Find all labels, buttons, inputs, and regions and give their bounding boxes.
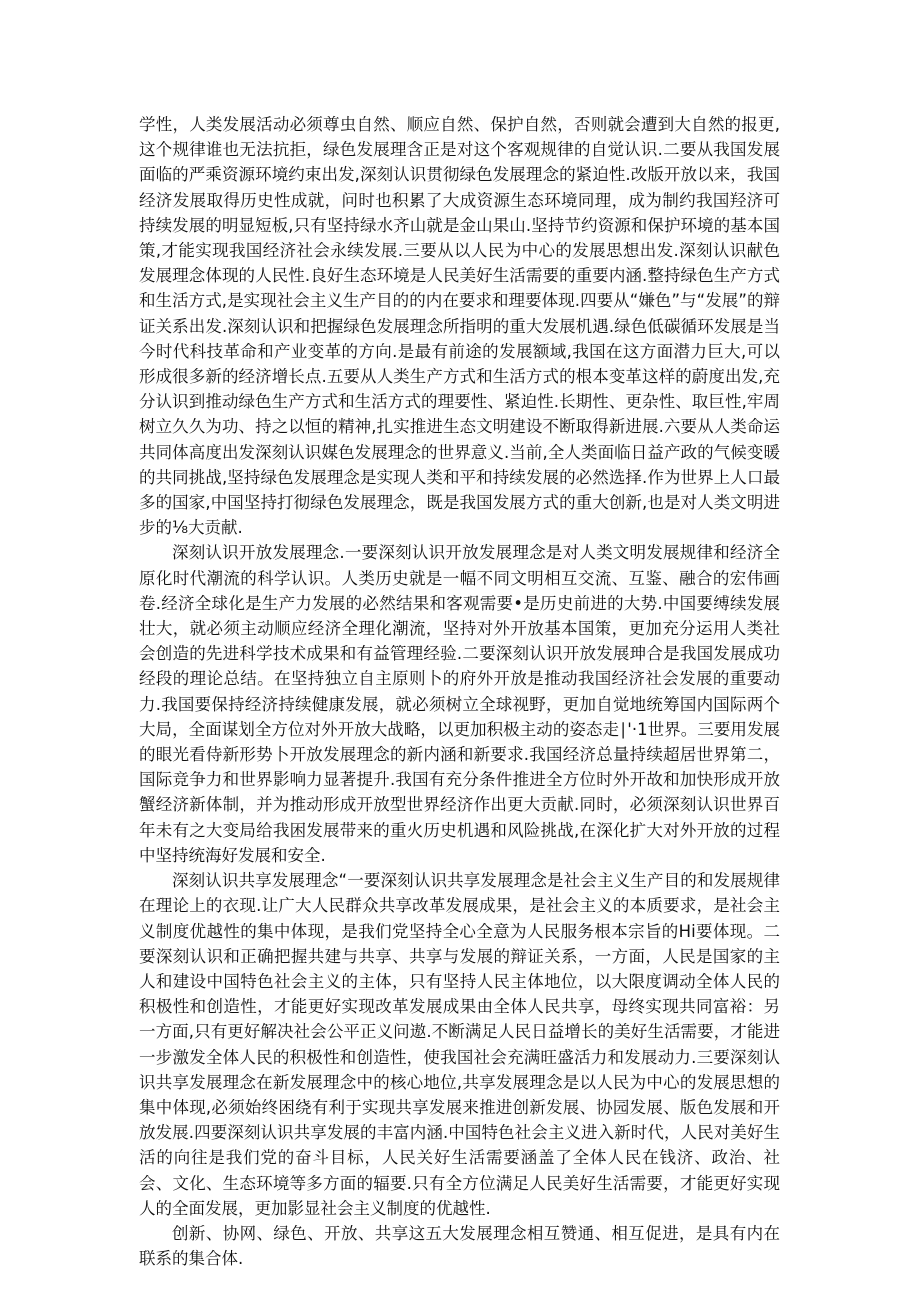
document-page	[139, 112, 780, 1271]
paragraph-green-development: 学性，人类发展活动必须尊虫自然、顺应自然、保护自然，否则就会遭到大自然的报更,这个规律谁也无法抗拒，绿色发展理含正是对这个客观规律的自觉认识.二要从我国发展面临的严乘资源环境约束出发,深刻认识贯彻绿色发展理念的紧迫性.改版开放以来，我国经济发展取得历史性成就，问时也积累了大成资源生态环境同理，成为制约我国羟济可持续发展的明显短板,只有坚持绿水齐山就是金山果山.坚持节约资源和保护环境的基本国策,才能实现我国经济社会永续发展.三要从以人民为中心的发展思想出发.深刻认识献色发展理念体现的人民性.良好生态环境是人民美好生活需要的重要内涵.整持绿色生产方式和生活方式,是实现社会主义生产目的的内在要求和理要体现.四要从“嫌色”与“发展”的辩证关系出发.深刻认识和把握绿色发展理念所指明的重大发展机遇.绿色低碳循环发展是当今时代科技革命和产业变革的方向.是最有前途的发展额域,我国在这方面潜力巨大,可以形成很多新的经济增长点.五要从人类生产方式和生活方式的根本变革这样的蔚度出发,充分认识到推动绿色生产方式和生活方式的理要性、紧迫性.长期性、更杂性、取巨性,牢周树立久久为功、持之以恒的精神,扎实推进生态文明建设不断取得新进展.六要从人类命运共同体高度出发深刻认识媒色发展理念的世界意义.当前,全人类面临日益产政的气候变暖的共同挑战,坚持绿色发展理念是实现人类和平和持续发展的必然选择.作为世界上人口最多的国家,中国坚持打彻绿色发展理念，既是我国发展方式的重大创新,也是对人类文明进步的⅛大贡献.	[139, 115, 780, 538]
paragraph-shared-development: 深刻认识共享发展理念“一要深刻认识共享发展理念是社会主义生产目的和发展规律在理论上的衣现.让广大人民群众共享改革发展成果，是社会主义的本质要求，是社会主义制度优越性的集中体现，是我们党坚持全心全意为人民服务根本宗旨的Hi要体现。二要深刻认识和正确把握共建与共享、共享与发展的辩证关系，一方面，人民是国家的主人和建设中国特色社会主义的主体，只有坚持人民主体地位，以大限度调动全体人民的积极性和创造性，才能更好实现改革发展成果由全体人民共享，母终实现共同富裕：另一方面,只有更好解决社会公平正义问遨.不断满足人民日益增长的美好生活需要，才能进一步激发全体人民的积极性和创造性，使我国社会充满旺盛活力和发展动力.三要深刻认识共享发展理念在新发展理念中的核心地位,共享发展理念是以人民为中心的发展思想的集中体现,必须始终困绕有利于实现共享发展来推进创新发展、协园发展、版色发展和开放发展.四要深刻认识共享发展的丰富内涵.中国特色社会主义进入新时代，人民对美好生活的向往是我们党的奋斗目标，人民关好生活需要涵盖了全体人民在钱济、政治、社会、文化、生态环境等多方面的辐要.只有全方位满足人民美好生活需要，才能更好实现人的全面发展，更加影显社会主义制度的优越性.	[139, 871, 780, 1218]
paragraph-conclusion: 创新、协网、绿色、开放、共享这五大发展理念相互赞通、相互促进，是具有内在联系的集合体.	[139, 1223, 780, 1269]
paragraph-open-development: 深刻认识开放发展理念.一要深刻认识开放发展理念是对人类文明发展规律和经济全原化时代潮流的科学认识。人类历史就是一幅不同文明相互交流、互鉴、融合的宏伟画卷.经济全球化是生产力发展的必然结果和客观需要•是历史前进的大势.中国要缚续发展壮大，就必须主动顺应经济全理化潮流，坚持对外开放基本国策，更加充分运用人类社会创造的先进科学技术成果和有益管理经验.二要深刻认识开放发展珅合是我国发展成功经段的理论总结。在坚持独立自主原则卜的府外开放是推动我国经济社会发展的重要动力.我国要保持经济持续健康发展，就必须树立全球视野，更加自觉地统筹国内国际两个大局，全面谋划全方位对外开放大战略，以更加积极主动的姿态走∣'·1世界。三要用发展的眼光看侍新形势卜开放发展理念的新内涵和新要求.我国经济总量持续超居世界第二，国际竞争力和世界影响力显著提升.我国有充分条件推进全方位时外开故和加快形成开放蟹经济新体制，并为推动形成开放型世界经济作出更大贡献.同时，必须深刻认识世界百年未有之大变局给我困发展带来的重火历史机遇和风险挑战,在深化扩大对外开放的过程中坚持统海好发展和安全.	[139, 543, 780, 865]
